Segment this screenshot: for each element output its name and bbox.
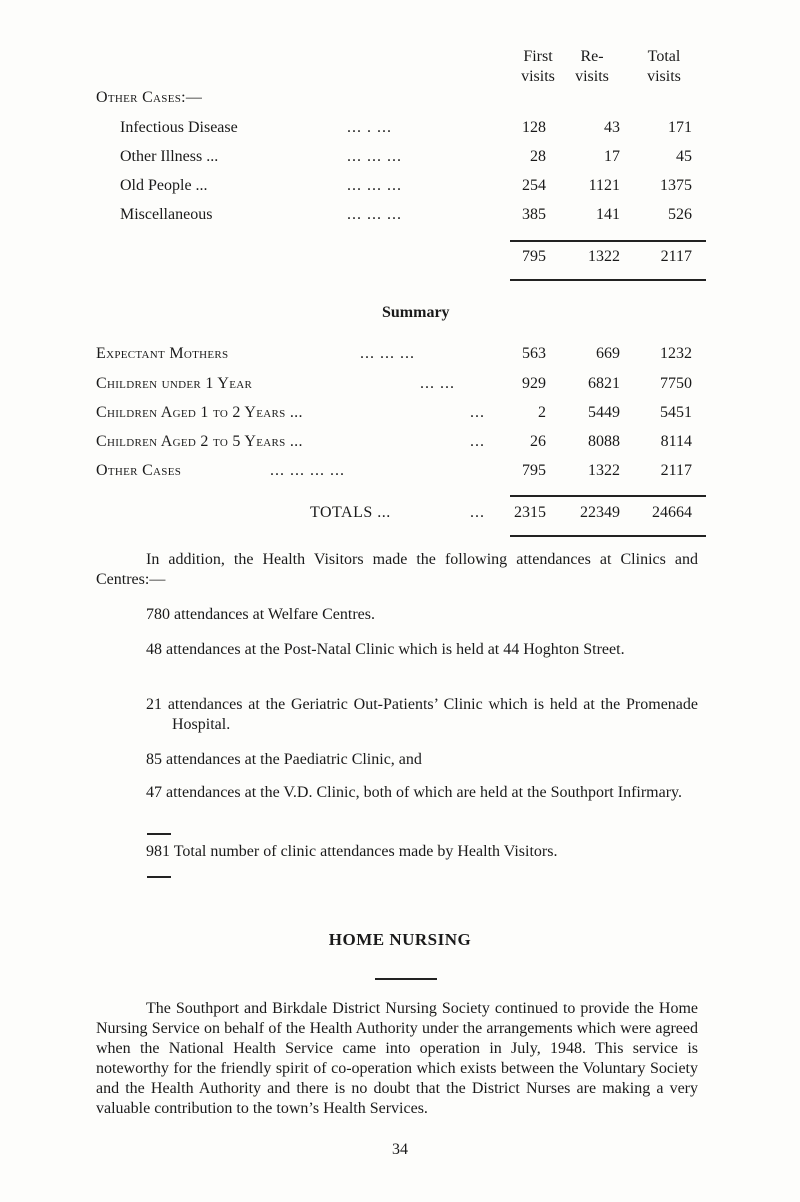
row-leader-dots: ... ... ... (347, 148, 402, 165)
row-label: Old People ... (120, 177, 208, 194)
other-cases-total-total: 2117 (660, 248, 692, 265)
cell-first: 26 (530, 433, 546, 450)
subtotal-rule-bottom (510, 279, 706, 281)
header-re-line2: visits (575, 68, 609, 85)
cell-re: 5449 (588, 404, 620, 421)
cell-re: 43 (604, 119, 620, 136)
cell-re: 141 (596, 206, 620, 223)
row-leader-dots: ... ... ... (347, 177, 402, 194)
row-label: Children under 1 Year (96, 375, 253, 392)
page-number: 34 (392, 1141, 408, 1158)
row-label: Infectious Disease (120, 119, 238, 136)
cell-total: 45 (676, 148, 692, 165)
grand-total-first: 2315 (514, 504, 546, 521)
cell-re: 1121 (588, 177, 620, 194)
row-label: Children Aged 1 to 2 Years ... (96, 404, 303, 421)
other-cases-total-re: 1322 (588, 248, 620, 265)
row-label: Expectant Mothers (96, 345, 229, 362)
cell-first: 795 (522, 462, 546, 479)
row-label: Miscellaneous (120, 206, 213, 223)
total-attendances-line: 981 Total number of clinic attendances made by Health Visitors. (146, 843, 558, 860)
addition-paragraph: In addition, the Health Visitors made the following attendances at Clinics and Centres:— (96, 551, 698, 588)
cell-first: 28 (530, 148, 546, 165)
header-re-visits (552, 47, 632, 87)
header-first-line1: First (523, 48, 553, 65)
row-leader-dots: ... ... ... ... (270, 462, 345, 479)
cell-total: 1375 (660, 177, 692, 194)
grand-total-rule-top (510, 495, 706, 497)
summary-heading: Summary (382, 304, 450, 321)
attendance-item: 48 attendances at the Post-Natal Clinic which is held at 44 Hoghton Street. (146, 641, 625, 658)
header-total-visits (624, 47, 704, 87)
row-label: Other Illness ... (120, 148, 219, 165)
sum-rule-bottom (147, 876, 171, 878)
row-leader-dots: ... ... (420, 375, 455, 392)
totals-leader-dots: ... (470, 504, 485, 521)
cell-re: 6821 (588, 375, 620, 392)
grand-total-re: 22349 (580, 504, 620, 521)
section-title: HOME NURSING (328, 930, 472, 949)
cell-total: 8114 (660, 433, 692, 450)
cell-first: 254 (522, 177, 546, 194)
cell-re: 1322 (588, 462, 620, 479)
row-leader-dots: ... (470, 404, 485, 421)
row-leader-dots: ... (470, 433, 485, 450)
row-leader-dots: ... . ... (347, 119, 392, 136)
row-label: Other Cases (96, 462, 182, 479)
cell-first: 385 (522, 206, 546, 223)
sum-rule-top (147, 833, 171, 835)
header-total-line2: visits (647, 68, 681, 85)
title-divider (375, 978, 437, 980)
cell-total: 1232 (660, 345, 692, 362)
cell-total: 5451 (660, 404, 692, 421)
header-re-line1: Re- (580, 48, 604, 65)
grand-total-rule-bottom (510, 535, 706, 537)
row-leader-dots: ... ... ... (360, 345, 415, 362)
attendance-item: 47 attendances at the V.D. Clinic, both of which are held at the Southport Infirmary. (146, 784, 683, 801)
attendance-item: 85 attendances at the Paediatric Clinic, and (146, 751, 422, 768)
cell-re: 17 (604, 148, 620, 165)
cell-re: 8088 (588, 433, 620, 450)
cell-total: 7750 (660, 375, 692, 392)
cell-first: 563 (522, 345, 546, 362)
header-total-line1: Total (647, 48, 681, 65)
cell-first: 2 (538, 404, 546, 421)
row-leader-dots: ... ... ... (347, 206, 402, 223)
attendance-item: 780 attendances at Welfare Centres. (146, 606, 375, 623)
cell-first: 929 (522, 375, 546, 392)
cell-total: 171 (668, 119, 692, 136)
totals-label: TOTALS ... (310, 504, 391, 521)
attendance-item: 21 attendances at the Geriatric Out-Patients’ Clinic which is held at the Promenade Hospital. (146, 696, 698, 733)
subtotal-rule-top (510, 240, 706, 242)
other-cases-heading: Other Cases:— (96, 89, 203, 106)
cell-total: 2117 (660, 462, 692, 479)
header-first-line2: visits (521, 68, 555, 85)
cell-total: 526 (668, 206, 692, 223)
grand-total-total: 24664 (652, 504, 692, 521)
row-label: Children Aged 2 to 5 Years ... (96, 433, 303, 450)
cell-first: 128 (522, 119, 546, 136)
home-nursing-paragraph: The Southport and Birkdale District Nursing Society continued to provide the Home Nursing Service on behalf of the Health Authority under the arrangements which were agreed when the National Health Service came into operation in July, 1948. This service is noteworthy for the friendly spirit of co-operation which exists between the Voluntary Society and the Health Authority and there is no doubt that the District Nurses are making a very valuable contribution to the town’s Health Services. (96, 1000, 698, 1117)
other-cases-total-first: 795 (522, 248, 546, 265)
cell-re: 669 (596, 345, 620, 362)
